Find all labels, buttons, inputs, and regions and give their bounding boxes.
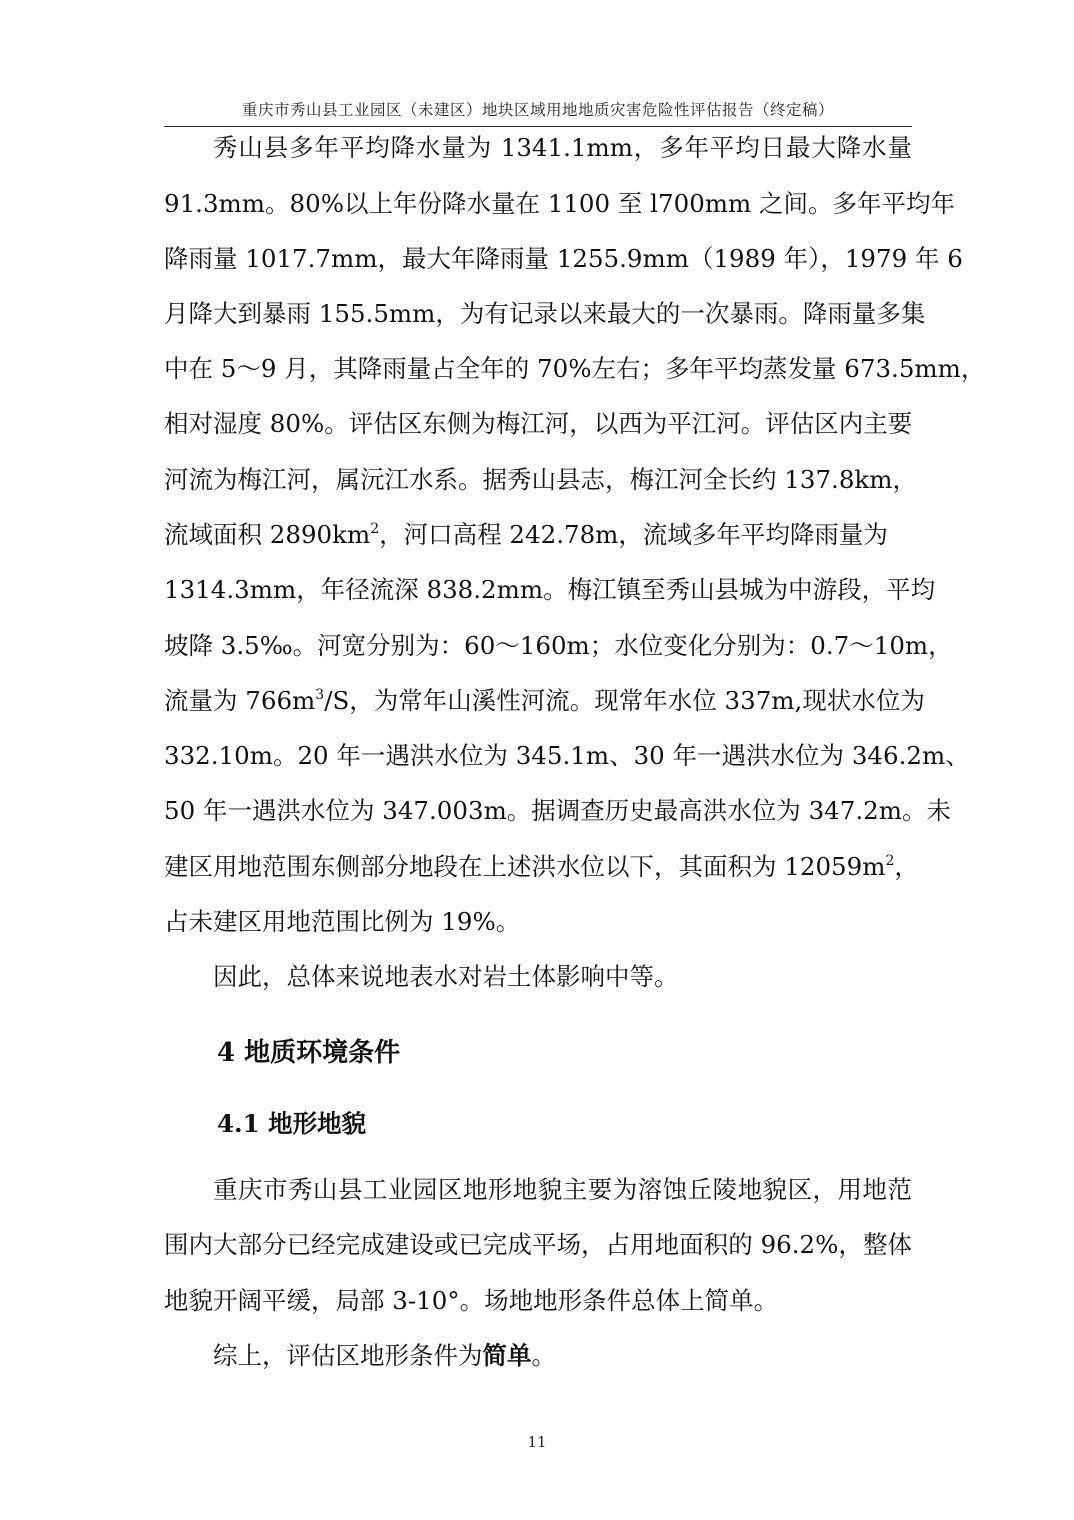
text-segment: 建区用地范围东侧部分地段在上述洪水位以下，其面积为 12059m (164, 852, 886, 881)
superscript: 3 (315, 687, 325, 703)
section-heading-4-1: 4.1 地形地貌 (217, 1109, 367, 1138)
text-line: 中在 5～9 月，其降雨量占全年的 70%左右；多年平均蒸发量 673.5mm， (164, 354, 986, 383)
text-segment: 。 (531, 1341, 556, 1370)
document-title-header: 重庆市秀山县工业园区（未建区）地块区域用地地质灾害危险性评估报告（终定稿） (241, 101, 834, 119)
text-segment: 综上，评估区地形条件为 (213, 1341, 483, 1370)
text-line (164, 686, 925, 720)
text-line: 50 年一遇洪水位为 347.003m。据调查历史最高洪水位为 347.2m。未 (164, 796, 951, 825)
text-segment: /S，为常年山溪性河流。现常年水位 337m,现状水位为 (324, 686, 925, 715)
section-heading-4: 4 地质环境条件 (217, 1038, 401, 1068)
text-line (213, 1341, 912, 1371)
header-divider (164, 126, 912, 127)
text-segment: ， (894, 852, 919, 881)
text-line: 降雨量 1017.7mm，最大年降雨量 1255.9mm（1989 年），1979 年 6 (164, 244, 963, 273)
text-line: 坡降 3.5‰。河宽分别为：60～160m；水位变化分别为：0.7～10m， (164, 631, 953, 660)
text-line: 1314.3mm，年径流深 838.2mm。梅江镇至秀山县城为中游段，平均 (164, 575, 936, 604)
text-line: 围内大部分已经完成建设或已完成平场，占用地面积的 96.2%，整体 (164, 1230, 912, 1259)
text-line: 河流为梅江河，属沅江水系。据秀山县志，梅江河全长约 137.8km， (164, 465, 918, 494)
text-line: 因此，总体来说地表水对岩土体影响中等。 (213, 962, 679, 991)
text-line: 秀山县多年平均降水量为 1341.1mm，多年平均日最大降水量 (213, 133, 912, 162)
text-line: 占未建区用地范围比例为 19%。 (164, 907, 521, 936)
superscript: 2 (885, 853, 895, 869)
superscript: 2 (370, 521, 380, 537)
emphasis-text: 简单 (482, 1341, 532, 1370)
text-line: 地貌开阔平缓，局部 3-10°。场地地形条件总体上简单。 (164, 1286, 779, 1315)
text-line (164, 852, 919, 886)
text-line: 相对湿度 80%。评估区东侧为梅江河，以西为平江河。评估区内主要 (164, 409, 913, 438)
page-number: 11 (527, 1433, 547, 1451)
text-segment: 流量为 766m (164, 686, 316, 715)
text-line: 重庆市秀山县工业园区地形地貌主要为溶蚀丘陵地貌区，用地范 (213, 1175, 912, 1204)
text-line (164, 520, 912, 554)
text-line: 月降大到暴雨 155.5mm，为有记录以来最大的一次暴雨。降雨量多集 (164, 299, 926, 328)
text-line: 91.3mm。80%以上年份降水量在 1100 至 l700mm 之间。多年平均年 (164, 189, 956, 218)
text-line: 332.10m。20 年一遇洪水位为 345.1m、30 年一遇洪水位为 346.2m、 (164, 741, 970, 770)
text-segment: 流域面积 2890km (164, 520, 371, 549)
text-segment: ，河口高程 242.78m，流域多年平均降雨量为 (379, 520, 888, 549)
